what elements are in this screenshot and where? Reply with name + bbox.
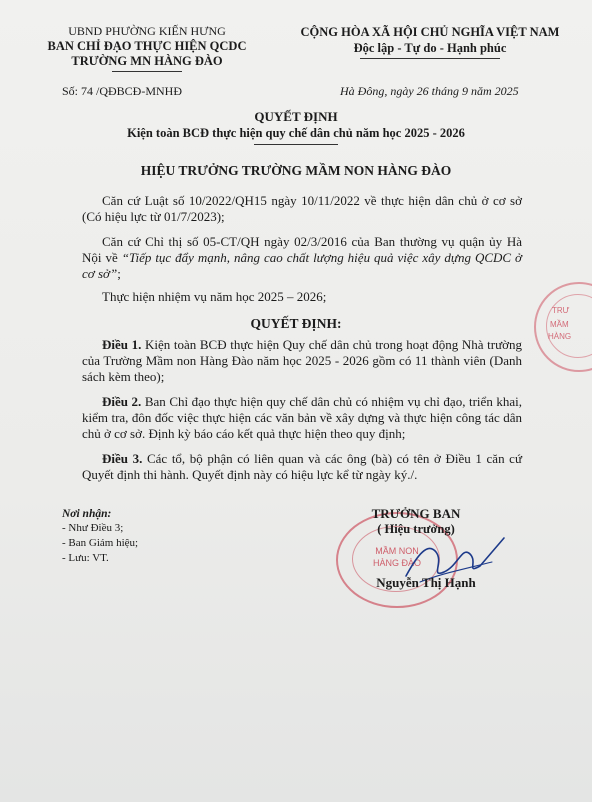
legal-basis-2-suffix: ; <box>117 266 121 281</box>
issuing-agency-header <box>22 24 272 72</box>
article-2-label: Điều 2. <box>102 394 142 409</box>
legal-basis-2-quote: “Tiếp tục đẩy mạnh, nâng cao chất lượng hiệu quả việc xây dựng QCDC ở cơ sở” <box>82 250 522 281</box>
agency-line-1: UBND PHƯỜNG KIẾN HƯNG <box>68 24 226 38</box>
national-motto-header <box>280 24 580 59</box>
legal-basis-1: Căn cứ Luật số 10/2022/QH15 ngày 10/11/2022 về thực hiện dân chủ ở cơ sở (Có hiệu lực từ 01/7/2023); <box>82 193 522 224</box>
agency-underline <box>112 71 182 72</box>
motto-underline <box>360 58 500 59</box>
signer-role: ( Hiệu trưởng) <box>377 522 455 536</box>
document-number: Số: 74 /QĐBCĐ-MNHĐ <box>62 84 183 98</box>
article-3 <box>82 451 522 483</box>
recipient-1: - Như Điều 3; <box>62 522 124 534</box>
article-3-text: Các tổ, bộ phận có liên quan và các ông (bà) có tên ở Điều 1 căn cứ Quyết định thi hành. Quyết định này có hiệu lực kể từ ngày ký./. <box>82 451 522 482</box>
decision-subtitle: Kiện toàn BCĐ thực hiện quy chế dân chủ năm học 2025 - 2026 <box>127 126 465 140</box>
legal-basis-2-prefix: Căn cứ Chỉ thị số 05-CT/QH ngày 02/3/2016 của Ban thường vụ quận ủy Hà Nội về <box>82 234 522 265</box>
decides-heading: QUYẾT ĐỊNH: <box>250 316 342 331</box>
recipient-2: - Ban Giám hiệu; <box>62 537 139 549</box>
edge-stamp-line-2: MẦM <box>550 320 569 329</box>
article-2 <box>82 394 522 442</box>
signer-name: Nguyễn Thị Hạnh <box>376 575 476 590</box>
subtitle-underline <box>254 144 338 145</box>
article-2-text: Ban Chỉ đạo thực hiện quy chế dân chủ có nhiệm vụ chỉ đạo, triển khai, kiểm tra, đôn đốc việc thực hiện các văn bản về xây dựng và thực hiện công tác dân chủ ở cơ sở. Định kỳ báo cáo kết quả thực hiện theo quy định; <box>82 394 522 441</box>
article-1-text: Kiện toàn BCĐ thực hiện Quy chế dân chủ trong hoạt động Nhà trường của Trường Mầm non Hàng Đào năm học 2025 - 2026 gồm có 11 thành viên (Danh sách kèm theo); <box>82 337 522 384</box>
legal-basis-3: Thực hiện nhiệm vụ năm học 2025 – 2026; <box>102 289 327 304</box>
stamp-line-2: HÀNG ĐÀO <box>372 558 421 568</box>
agency-line-2: BAN CHỈ ĐẠO THỰC HIỆN QCDC <box>47 39 247 53</box>
issuer-heading: HIỆU TRƯỞNG TRƯỜNG MẦM NON HÀNG ĐÀO <box>140 163 452 178</box>
agency-line-3: TRƯỜNG MN HÀNG ĐÀO <box>71 54 223 68</box>
country-name: CỘNG HÒA XÃ HỘI CHỦ NGHĨA VIỆT NAM <box>300 25 560 39</box>
place-and-date: Hà Đông, ngày 26 tháng 9 năm 2025 <box>340 84 519 98</box>
article-1-label: Điều 1. <box>102 337 142 352</box>
edge-stamp-line-1: TRƯ <box>552 306 570 315</box>
signer-title: TRƯỞNG BAN <box>371 506 461 521</box>
decision-title: QUYẾT ĐỊNH <box>254 109 338 124</box>
recipients-block <box>62 508 138 566</box>
article-3-label: Điều 3. <box>102 451 143 466</box>
motto: Độc lập - Tự do - Hạnh phúc <box>353 41 507 55</box>
stamp-line-1: MẦM NON <box>375 546 419 556</box>
recipient-3: - Lưu: VT. <box>62 552 109 564</box>
legal-basis-2 <box>82 234 522 282</box>
article-1 <box>82 337 522 385</box>
edge-stamp <box>534 282 592 372</box>
recipients-title: Nơi nhận: <box>62 508 112 520</box>
edge-stamp-line-3: HÀNG <box>548 332 572 341</box>
